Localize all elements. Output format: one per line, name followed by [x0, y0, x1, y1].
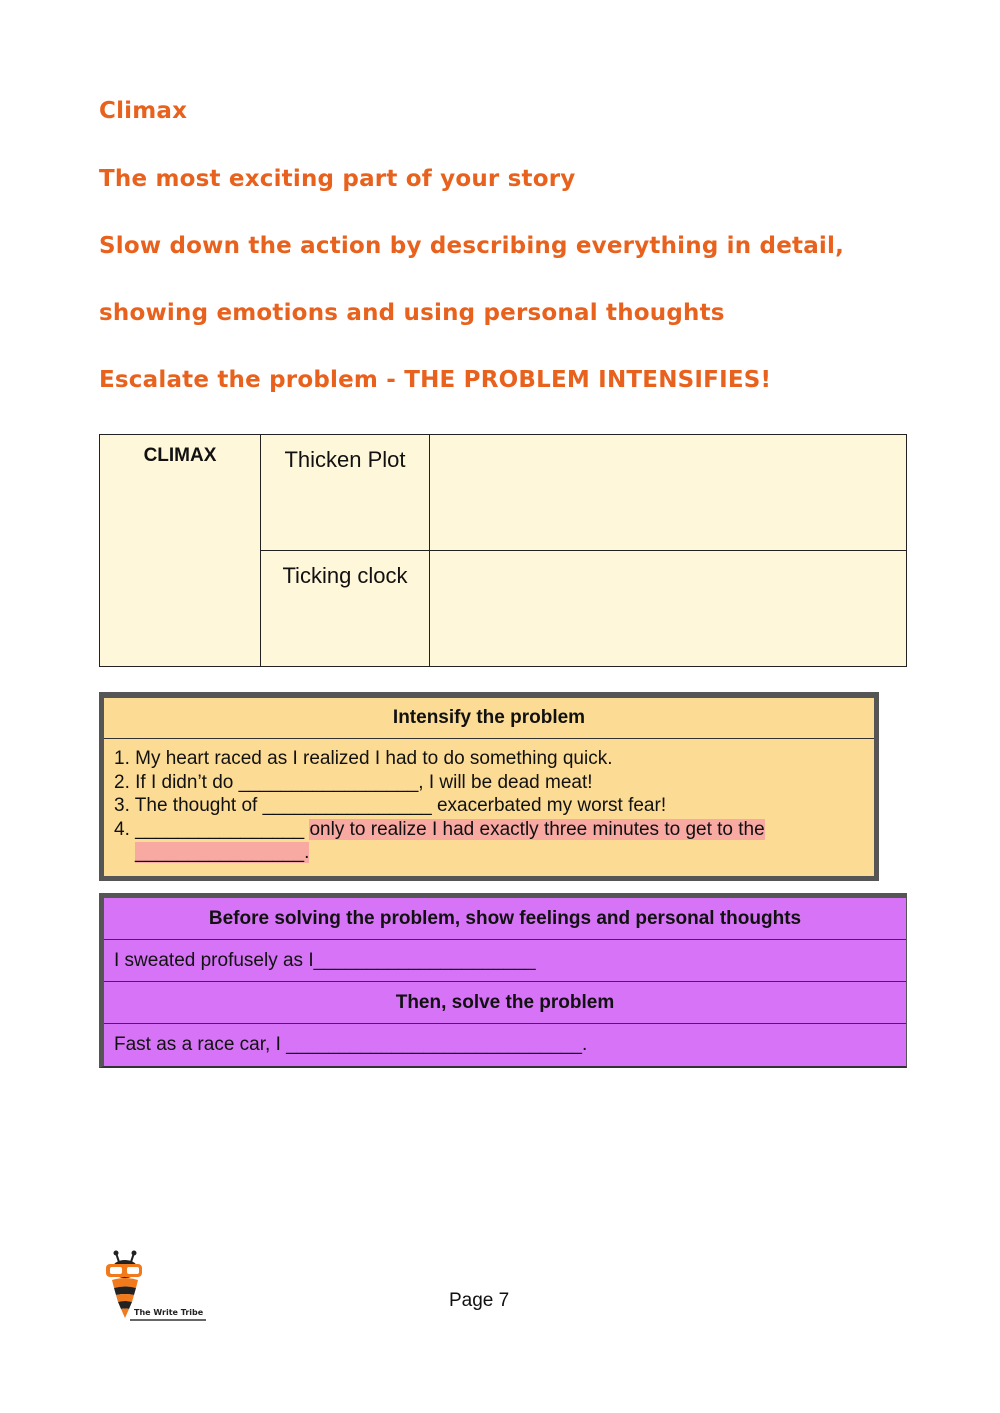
ticking-clock-label: Ticking clock	[261, 551, 430, 667]
section-title: Climax	[99, 98, 188, 124]
feelings-heading: Before solving the problem, show feelings and personal thoughts	[104, 898, 906, 940]
solve-heading: Then, solve the problem	[104, 982, 906, 1024]
instruction-line-1: Slow down the action by describing everything in detail,	[99, 233, 845, 259]
intensify-lines	[104, 739, 874, 865]
intensify-item-2: 2. If I didn’t do _________________, I will be dead meat!	[114, 771, 593, 793]
intensify-item-4-continued	[114, 841, 874, 865]
feelings-solution-box	[99, 893, 907, 1068]
climax-table	[99, 434, 907, 667]
instruction-line-2: showing emotions and using personal thoughts	[99, 300, 725, 326]
thicken-plot-label: Thicken Plot	[261, 435, 430, 551]
solve-prompt: Fast as a race car, I ____________________________.	[114, 1034, 588, 1055]
intensify-item-4-highlight: only to realize I had exactly three minutes to get to the	[309, 818, 765, 840]
intensify-item-4	[114, 818, 874, 842]
logo-text: The Write Tribe	[134, 1308, 204, 1317]
feelings-prompt: I sweated profusely as I_____________________	[104, 940, 906, 982]
intensify-item-4-start: 4. ________________	[114, 818, 310, 840]
ticking-clock-answer-cell[interactable]	[430, 551, 907, 667]
thicken-plot-answer-cell[interactable]	[430, 435, 907, 551]
subtitle: The most exciting part of your story	[99, 166, 576, 192]
intensify-box	[99, 692, 879, 881]
climax-header: CLIMAX	[100, 435, 261, 667]
intensify-item-4-blank: ________________.	[135, 842, 310, 863]
intensify-item-3: 3. The thought of ________________ exacerbated my worst fear!	[114, 795, 667, 816]
intensify-item-1: 1. My heart raced as I realized I had to do something quick.	[114, 748, 613, 769]
write-tribe-logo	[100, 1250, 210, 1330]
intensify-title: Intensify the problem	[104, 698, 874, 739]
page-number: Page 7	[449, 1290, 510, 1311]
instruction-line-3: Escalate the problem - THE PROBLEM INTENSIFIES!	[99, 367, 772, 393]
